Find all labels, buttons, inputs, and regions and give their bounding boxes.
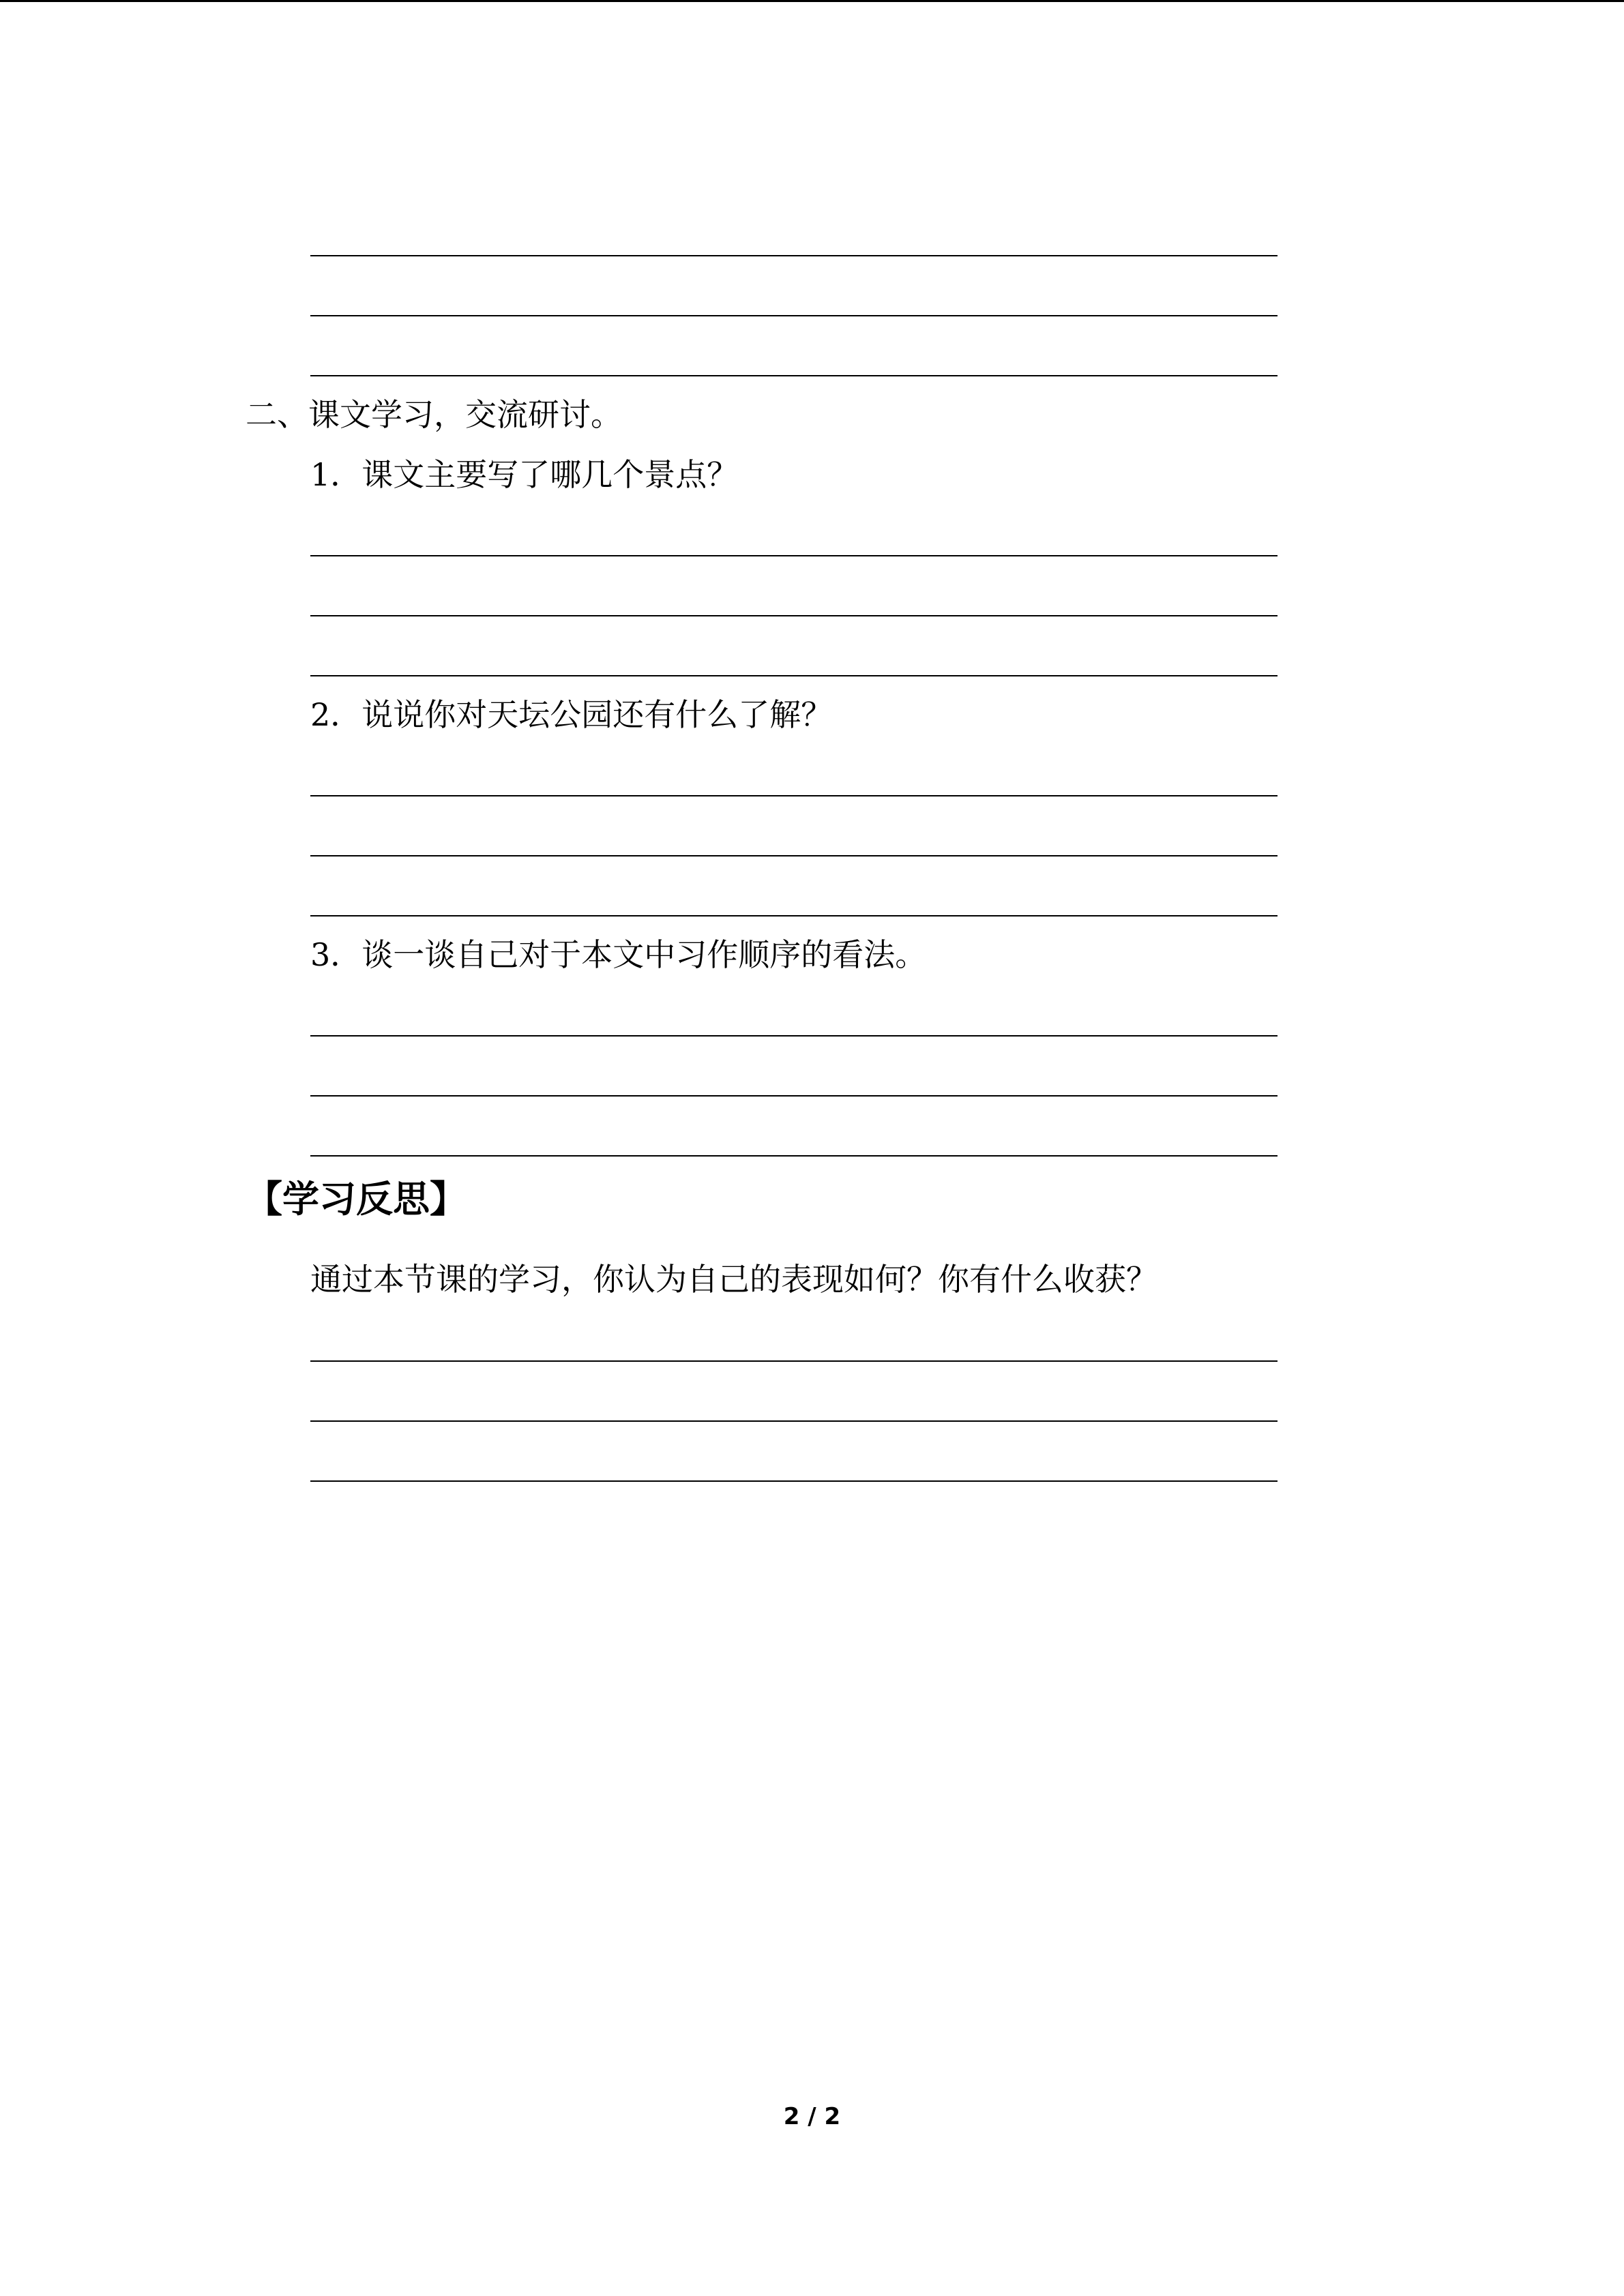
answer-line[interactable]: [310, 375, 1278, 376]
answer-line[interactable]: [310, 675, 1278, 676]
answer-line[interactable]: [310, 615, 1278, 616]
reflection-prompt: 通过本节课的学习，你认为自己的表现如何？你有什么收获？: [310, 1261, 1157, 1298]
page-number: 2 / 2: [783, 2103, 841, 2130]
answer-line[interactable]: [310, 1360, 1278, 1362]
answer-line[interactable]: [310, 915, 1278, 916]
answer-line[interactable]: [310, 1420, 1278, 1422]
answer-line[interactable]: [310, 1480, 1278, 1482]
section-title: 二、课文学习，交流研讨。: [246, 396, 622, 433]
answer-line[interactable]: [310, 555, 1278, 556]
answer-line[interactable]: [310, 315, 1278, 316]
page-top-border: [0, 0, 1624, 2]
question-1: 1．课文主要写了哪几个景点？: [310, 456, 739, 493]
question-3: 3．谈一谈自己对于本文中习作顺序的看法。: [310, 936, 927, 973]
reflection-title: 【学习反思】: [246, 1178, 467, 1221]
answer-line[interactable]: [310, 1095, 1278, 1097]
answer-line[interactable]: [310, 795, 1278, 796]
answer-line[interactable]: [310, 1155, 1278, 1157]
answer-line[interactable]: [310, 255, 1278, 256]
answer-line[interactable]: [310, 855, 1278, 856]
question-2: 2．说说你对天坛公园还有什么了解？: [310, 696, 833, 733]
answer-line[interactable]: [310, 1035, 1278, 1037]
